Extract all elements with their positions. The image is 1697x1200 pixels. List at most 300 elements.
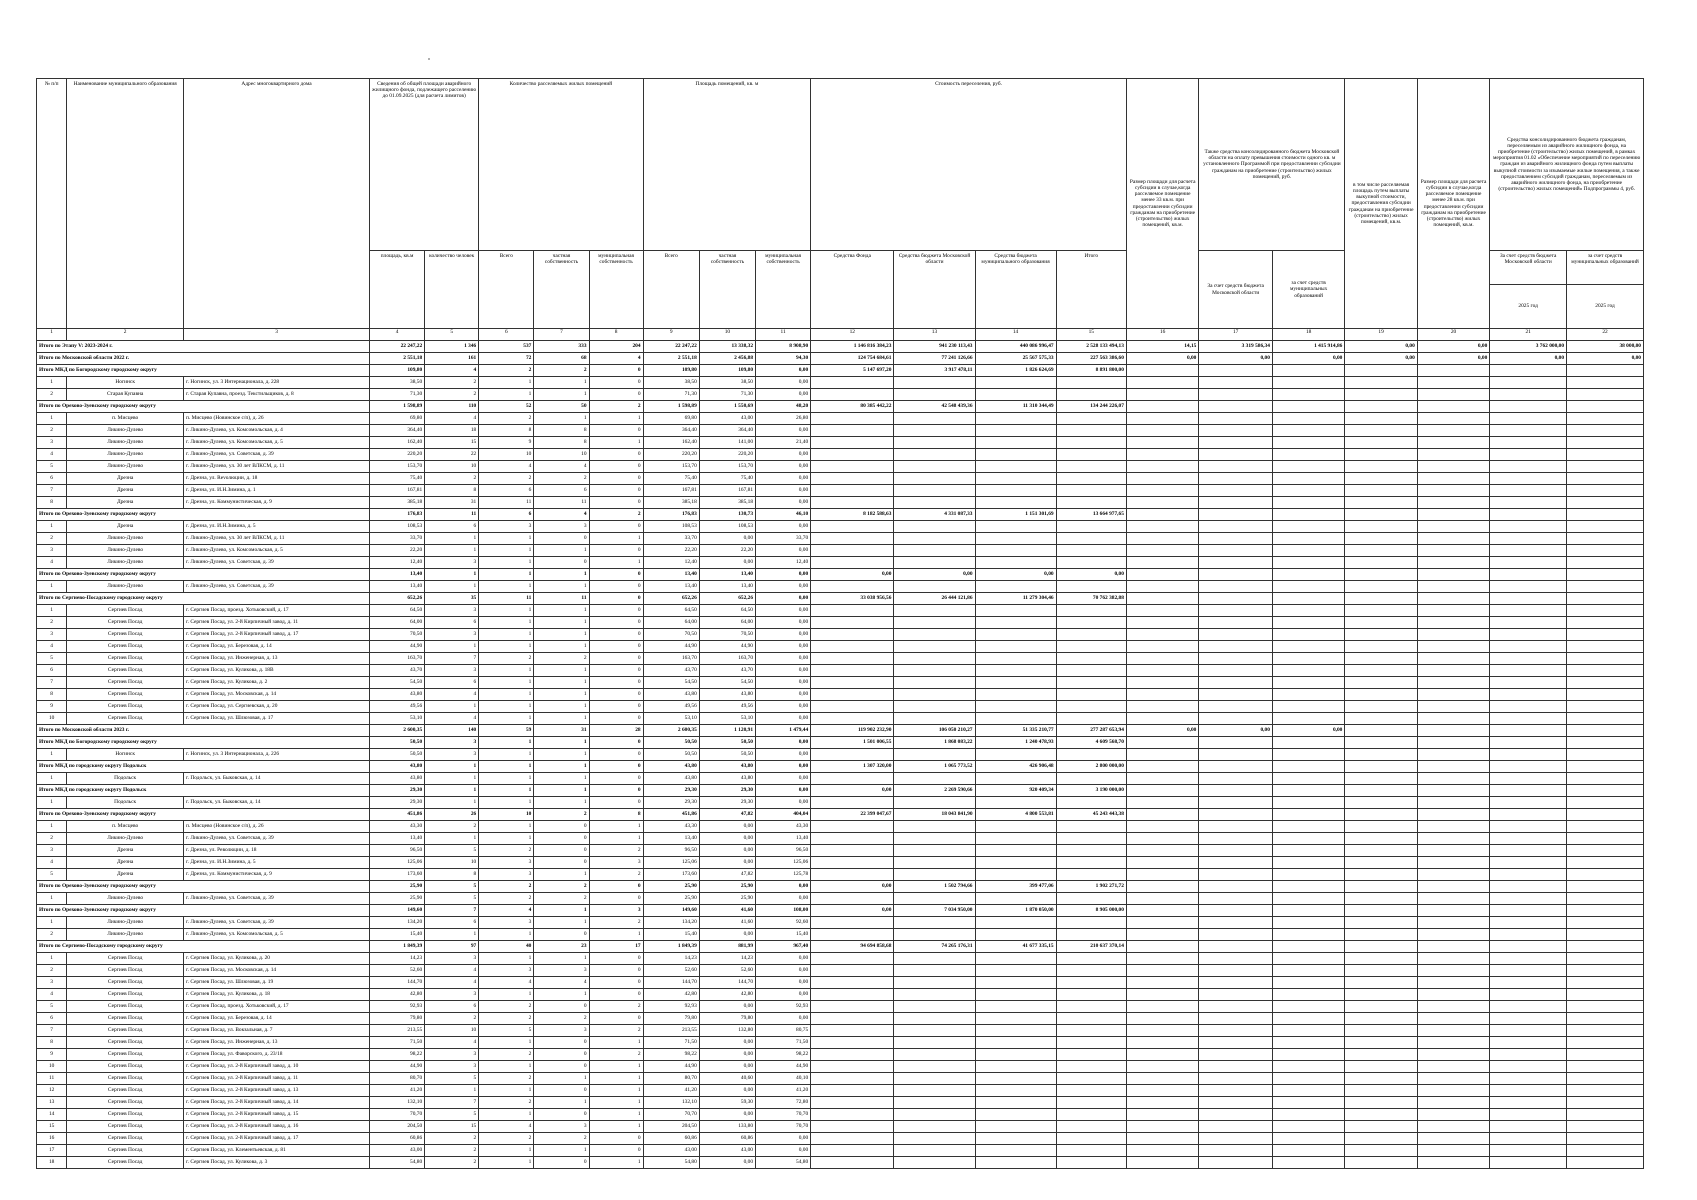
total-value: 920 409,34 (975, 785, 1056, 797)
empty-cell (1199, 425, 1273, 437)
empty-cell (1345, 1109, 1417, 1121)
value: 173,60 (643, 869, 699, 881)
empty-cell (1126, 1145, 1198, 1157)
total-value (1490, 737, 1567, 749)
value: 60,86 (699, 1133, 755, 1145)
empty-cell (1490, 449, 1567, 461)
empty-cell (1490, 1121, 1567, 1133)
total-value: 1 (534, 737, 589, 749)
empty-cell (811, 557, 894, 569)
value: 0 (534, 929, 589, 941)
total-value: 0,00 (756, 569, 811, 581)
row-number: 5 (37, 653, 67, 665)
total-value: 13,40 (699, 569, 755, 581)
value: 1 (479, 1037, 534, 1049)
total-value (1126, 569, 1198, 581)
empty-cell (1417, 713, 1489, 725)
empty-cell (1490, 437, 1567, 449)
address: г. Ликино-Дулево, ул. Советская, д. 39 (184, 557, 370, 569)
table-row (37, 1049, 1644, 1061)
empty-cell (1490, 389, 1567, 401)
header-municipality: Наименование муниципального образования (67, 79, 184, 329)
empty-cell (975, 1097, 1056, 1109)
empty-cell (1345, 701, 1417, 713)
empty-cell (975, 1085, 1056, 1097)
municipality: Ликино-Дулево (67, 557, 184, 569)
value: 6 (425, 677, 479, 689)
value: 1 (534, 689, 589, 701)
value: 3 (534, 1121, 589, 1133)
value: 0 (589, 773, 643, 785)
municipality: Дрезна (67, 857, 184, 869)
value: 0 (534, 557, 589, 569)
table-row (37, 857, 1644, 869)
empty-cell (1345, 461, 1417, 473)
empty-cell (1490, 797, 1567, 809)
empty-cell (894, 1097, 975, 1109)
empty-cell (1417, 485, 1489, 497)
empty-cell (811, 1073, 894, 1085)
address: г. Ликино-Дулево, ул. Советская, д. 39 (184, 833, 370, 845)
empty-cell (1567, 965, 1644, 977)
municipality: Сергиев Посад (67, 1025, 184, 1037)
empty-cell (894, 797, 975, 809)
value: 0 (589, 797, 643, 809)
empty-cell (1345, 497, 1417, 509)
empty-cell (894, 989, 975, 1001)
column-number: 4 (370, 329, 425, 341)
empty-cell (1056, 497, 1126, 509)
empty-cell (1417, 377, 1489, 389)
value: 1 (534, 797, 589, 809)
empty-cell (975, 869, 1056, 881)
value: 4 (425, 689, 479, 701)
empty-cell (975, 449, 1056, 461)
total-value: 1 (479, 761, 534, 773)
value: 0 (589, 497, 643, 509)
column-number: 6 (479, 329, 534, 341)
empty-cell (1567, 1049, 1644, 1061)
total-value (1490, 881, 1567, 893)
empty-cell (1567, 773, 1644, 785)
total-value (1199, 365, 1273, 377)
value: 4 (425, 713, 479, 725)
municipality: Сергиев Посад (67, 641, 184, 653)
empty-cell (894, 689, 975, 701)
total-value: 43,80 (643, 761, 699, 773)
value: 0 (534, 821, 589, 833)
value: 133,80 (699, 1121, 755, 1133)
value: 5 (425, 1109, 479, 1121)
total-row (37, 785, 1644, 797)
value: 3 (479, 965, 534, 977)
total-value: 47,82 (699, 809, 755, 821)
total-value (1345, 365, 1417, 377)
row-number: 2 (37, 533, 67, 545)
value: 6 (425, 617, 479, 629)
value: 0,00 (699, 833, 755, 845)
empty-cell (1199, 1157, 1273, 1169)
value: 0,00 (756, 1145, 811, 1157)
empty-cell (1567, 389, 1644, 401)
empty-cell (1272, 437, 1344, 449)
empty-cell (894, 377, 975, 389)
empty-cell (975, 425, 1056, 437)
value: 3 (534, 965, 589, 977)
empty-cell (811, 869, 894, 881)
value: 125,78 (756, 869, 811, 881)
total-value: 2 600,35 (370, 725, 425, 737)
value: 2 (479, 413, 534, 425)
header-c4: площадь, кв.м (370, 251, 425, 329)
value: 0 (589, 617, 643, 629)
row-number: 1 (37, 893, 67, 905)
value: 0 (589, 701, 643, 713)
total-label: Итого по Сергиево-Посадскому городскому округу (37, 593, 370, 605)
value: 1 (479, 377, 534, 389)
empty-cell (1199, 929, 1273, 941)
total-value: 22 399 047,67 (811, 809, 894, 821)
row-number: 4 (37, 989, 67, 1001)
table-row (37, 1109, 1644, 1121)
value: 0 (589, 965, 643, 977)
empty-cell (1272, 953, 1344, 965)
value: 0 (589, 485, 643, 497)
empty-cell (1417, 857, 1489, 869)
empty-cell (1272, 1133, 1344, 1145)
municipality: Сергиев Посад (67, 701, 184, 713)
empty-cell (1272, 653, 1344, 665)
total-value: 109,80 (643, 365, 699, 377)
row-number: 15 (37, 1121, 67, 1133)
value: 1 (425, 1085, 479, 1097)
row-number: 8 (37, 689, 67, 701)
empty-cell (811, 437, 894, 449)
address: г. Ликино-Дулево, ул. Комсомольская, д. 4 (184, 425, 370, 437)
value: 1 (479, 713, 534, 725)
total-value (1126, 761, 1198, 773)
municipality: Ликино-Дулево (67, 461, 184, 473)
total-value: 106 050 210,27 (894, 725, 975, 737)
empty-cell (975, 497, 1056, 509)
municipality: п. Мисцево (67, 413, 184, 425)
total-value: 0 (589, 365, 643, 377)
table-body (37, 341, 1644, 1169)
total-value: 7 (425, 905, 479, 917)
value: 80,70 (643, 1073, 699, 1085)
address: г. Ликино-Дулево, ул. Советская, д. 39 (184, 449, 370, 461)
empty-cell (1272, 845, 1344, 857)
value: 0,00 (756, 497, 811, 509)
value: 1 (534, 701, 589, 713)
total-value: 1 826 624,69 (975, 365, 1056, 377)
empty-cell (975, 1037, 1056, 1049)
value: 92,93 (756, 1001, 811, 1013)
empty-cell (1417, 1001, 1489, 1013)
empty-cell (811, 797, 894, 809)
empty-cell (1417, 629, 1489, 641)
value: 22,20 (370, 545, 425, 557)
total-value: 149,60 (643, 905, 699, 917)
total-value (1417, 737, 1489, 749)
value: 50,50 (699, 749, 755, 761)
total-value: 68 (534, 353, 589, 365)
empty-cell (1056, 1037, 1126, 1049)
empty-cell (811, 1037, 894, 1049)
empty-cell (894, 629, 975, 641)
value: 42,80 (370, 989, 425, 1001)
total-value (1567, 737, 1644, 749)
value: 1 (479, 1085, 534, 1097)
total-value: 17 (589, 941, 643, 953)
total-value: 8 182 588,63 (811, 509, 894, 521)
value: 2 (479, 1049, 534, 1061)
empty-cell (1345, 557, 1417, 569)
value: 2 (479, 473, 534, 485)
empty-cell (975, 461, 1056, 473)
value: 0,00 (756, 377, 811, 389)
municipality: Ликино-Дулево (67, 425, 184, 437)
empty-cell (1417, 749, 1489, 761)
empty-cell (1567, 641, 1644, 653)
value: 0,00 (699, 1001, 755, 1013)
empty-cell (811, 665, 894, 677)
empty-cell (1490, 533, 1567, 545)
empty-cell (975, 437, 1056, 449)
empty-cell (1056, 665, 1126, 677)
total-value: 0,00 (756, 737, 811, 749)
value: 25,90 (643, 893, 699, 905)
empty-cell (811, 497, 894, 509)
value: 0 (589, 977, 643, 989)
empty-cell (1345, 713, 1417, 725)
empty-cell (1567, 917, 1644, 929)
empty-cell (1490, 965, 1567, 977)
empty-cell (1056, 437, 1126, 449)
total-value (1126, 737, 1198, 749)
empty-cell (1056, 1025, 1126, 1037)
empty-cell (1126, 701, 1198, 713)
empty-cell (1199, 977, 1273, 989)
empty-cell (1345, 1085, 1417, 1097)
empty-cell (1345, 821, 1417, 833)
address: г. Сергиев Посад, ул. 2-й Кирпичный завод, д. 17 (184, 1133, 370, 1145)
value: 0 (589, 953, 643, 965)
total-value (1490, 593, 1567, 605)
empty-cell (1199, 1073, 1273, 1085)
table-row (37, 965, 1644, 977)
empty-cell (1417, 497, 1489, 509)
value: 162,40 (643, 437, 699, 449)
empty-cell (1567, 413, 1644, 425)
empty-cell (894, 545, 975, 557)
value: 153,70 (643, 461, 699, 473)
empty-cell (1417, 893, 1489, 905)
empty-cell (1199, 377, 1273, 389)
empty-cell (1056, 377, 1126, 389)
value: 3 (425, 557, 479, 569)
empty-cell (1490, 821, 1567, 833)
empty-cell (1199, 641, 1273, 653)
empty-cell (1567, 821, 1644, 833)
total-label: Итого МКД по городскому округу Подольск (37, 761, 370, 773)
value: 79,80 (370, 1013, 425, 1025)
empty-cell (1126, 1073, 1198, 1085)
value: 60,86 (370, 1133, 425, 1145)
value: 3 (425, 665, 479, 677)
total-label: Итого МКД по Богородскому городскому округу (37, 365, 370, 377)
total-value: 13 338,32 (699, 341, 755, 353)
total-value: 1 598,89 (643, 401, 699, 413)
address: г. Ликино-Дулево, ул. Советская, д. 39 (184, 917, 370, 929)
value: 1 (589, 1037, 643, 1049)
address: г. Дрезна, ул. Коммунистическая, д. 9 (184, 869, 370, 881)
value: 96,50 (370, 845, 425, 857)
empty-cell (1567, 1001, 1644, 1013)
empty-cell (1056, 1097, 1126, 1109)
empty-cell (1490, 1157, 1567, 1169)
municipality: Дрезна (67, 845, 184, 857)
total-value: 0,00 (1417, 341, 1489, 353)
total-value (1126, 881, 1198, 893)
row-number: 1 (37, 521, 67, 533)
empty-cell (1056, 965, 1126, 977)
empty-cell (1567, 929, 1644, 941)
total-value (1417, 905, 1489, 917)
municipality: Сергиев Посад (67, 1085, 184, 1097)
total-value: 11 (425, 509, 479, 521)
empty-cell (1056, 701, 1126, 713)
value: 0 (534, 1109, 589, 1121)
empty-cell (894, 641, 975, 653)
value: 2 (589, 1049, 643, 1061)
empty-cell (975, 1073, 1056, 1085)
value: 0,00 (756, 689, 811, 701)
value: 0 (589, 473, 643, 485)
address: г. Подольск, ул. Быковская, д. 14 (184, 773, 370, 785)
row-number: 3 (37, 629, 67, 641)
value: 167,81 (370, 485, 425, 497)
empty-cell (1199, 1085, 1273, 1097)
value: 7 (425, 1097, 479, 1109)
empty-cell (1490, 521, 1567, 533)
empty-cell (1345, 833, 1417, 845)
value: 0 (589, 521, 643, 533)
value: 14,23 (370, 953, 425, 965)
value: 0 (534, 845, 589, 857)
total-value (1567, 725, 1644, 737)
total-value (1490, 725, 1567, 737)
empty-cell (894, 413, 975, 425)
value: 0 (534, 857, 589, 869)
address: г. Дрезна, ул. И.Н.Зимина, д. 5 (184, 521, 370, 533)
value: 1 (589, 1061, 643, 1073)
total-value: 0,00 (1199, 725, 1273, 737)
value: 64,00 (699, 617, 755, 629)
total-value: 426 906,48 (975, 761, 1056, 773)
row-number: 1 (37, 749, 67, 761)
header-group-count: Количество расселяемых жилых помещений (479, 79, 643, 251)
value: 25,90 (370, 893, 425, 905)
value: 64,50 (370, 605, 425, 617)
empty-cell (1567, 629, 1644, 641)
table-row (37, 545, 1644, 557)
address: г. Сергиев Посад, ул. Березовая, д. 14 (184, 641, 370, 653)
column-number: 9 (643, 329, 699, 341)
total-value (1417, 809, 1489, 821)
empty-cell (1345, 1037, 1417, 1049)
municipality: Ликино-Дулево (67, 893, 184, 905)
empty-cell (1199, 497, 1273, 509)
empty-cell (1490, 605, 1567, 617)
address: г. Сергиев Посад, ул. Куликова, д. 20 (184, 953, 370, 965)
empty-cell (811, 1025, 894, 1037)
total-value: 0,00 (1056, 569, 1126, 581)
total-value: 10 (479, 809, 534, 821)
empty-cell (1567, 533, 1644, 545)
empty-cell (1567, 845, 1644, 857)
total-label: Итого по Орехово-Зуевскому городскому округу (37, 569, 370, 581)
empty-cell (1490, 461, 1567, 473)
empty-cell (894, 449, 975, 461)
total-value (1272, 761, 1344, 773)
empty-cell (1272, 1073, 1344, 1085)
empty-cell (1417, 977, 1489, 989)
empty-cell (975, 665, 1056, 677)
row-number: 1 (37, 413, 67, 425)
total-value: 0,00 (756, 881, 811, 893)
total-value: 50,50 (370, 737, 425, 749)
column-number: 12 (811, 329, 894, 341)
value: 3 (479, 869, 534, 881)
value: 3 (534, 1025, 589, 1037)
total-value: 967,40 (756, 941, 811, 953)
empty-cell (811, 533, 894, 545)
total-value (1272, 905, 1344, 917)
empty-cell (1490, 497, 1567, 509)
total-value: 0,00 (1126, 353, 1198, 365)
total-value: 29,30 (370, 785, 425, 797)
empty-cell (1056, 773, 1126, 785)
empty-cell (975, 1061, 1056, 1073)
total-value (1490, 365, 1567, 377)
total-value (1272, 785, 1344, 797)
value: 10 (425, 1025, 479, 1037)
empty-cell (1345, 665, 1417, 677)
empty-cell (1056, 929, 1126, 941)
total-value (1490, 761, 1567, 773)
value: 0 (589, 713, 643, 725)
total-value (1345, 509, 1417, 521)
address: г. Сергиев Посад, ул. 2-й Кирпичный завод, д. 11 (184, 1073, 370, 1085)
total-value (1199, 941, 1273, 953)
value: 5 (425, 845, 479, 857)
municipality: Сергиев Посад (67, 1133, 184, 1145)
header-year-22: 2025 год (1567, 285, 1644, 329)
value: 33,70 (756, 533, 811, 545)
address: п. Мисцево (Новинское с/п), д. 26 (184, 413, 370, 425)
value: 1 (589, 1109, 643, 1121)
empty-cell (894, 953, 975, 965)
empty-cell (1345, 677, 1417, 689)
empty-cell (894, 857, 975, 869)
value: 43,30 (643, 821, 699, 833)
value: 0 (589, 893, 643, 905)
address: г. Ногинск, ул. 3 Интернационала, д. 228 (184, 377, 370, 389)
value: 12,40 (370, 557, 425, 569)
row-number: 10 (37, 713, 67, 725)
empty-cell (1199, 965, 1273, 977)
